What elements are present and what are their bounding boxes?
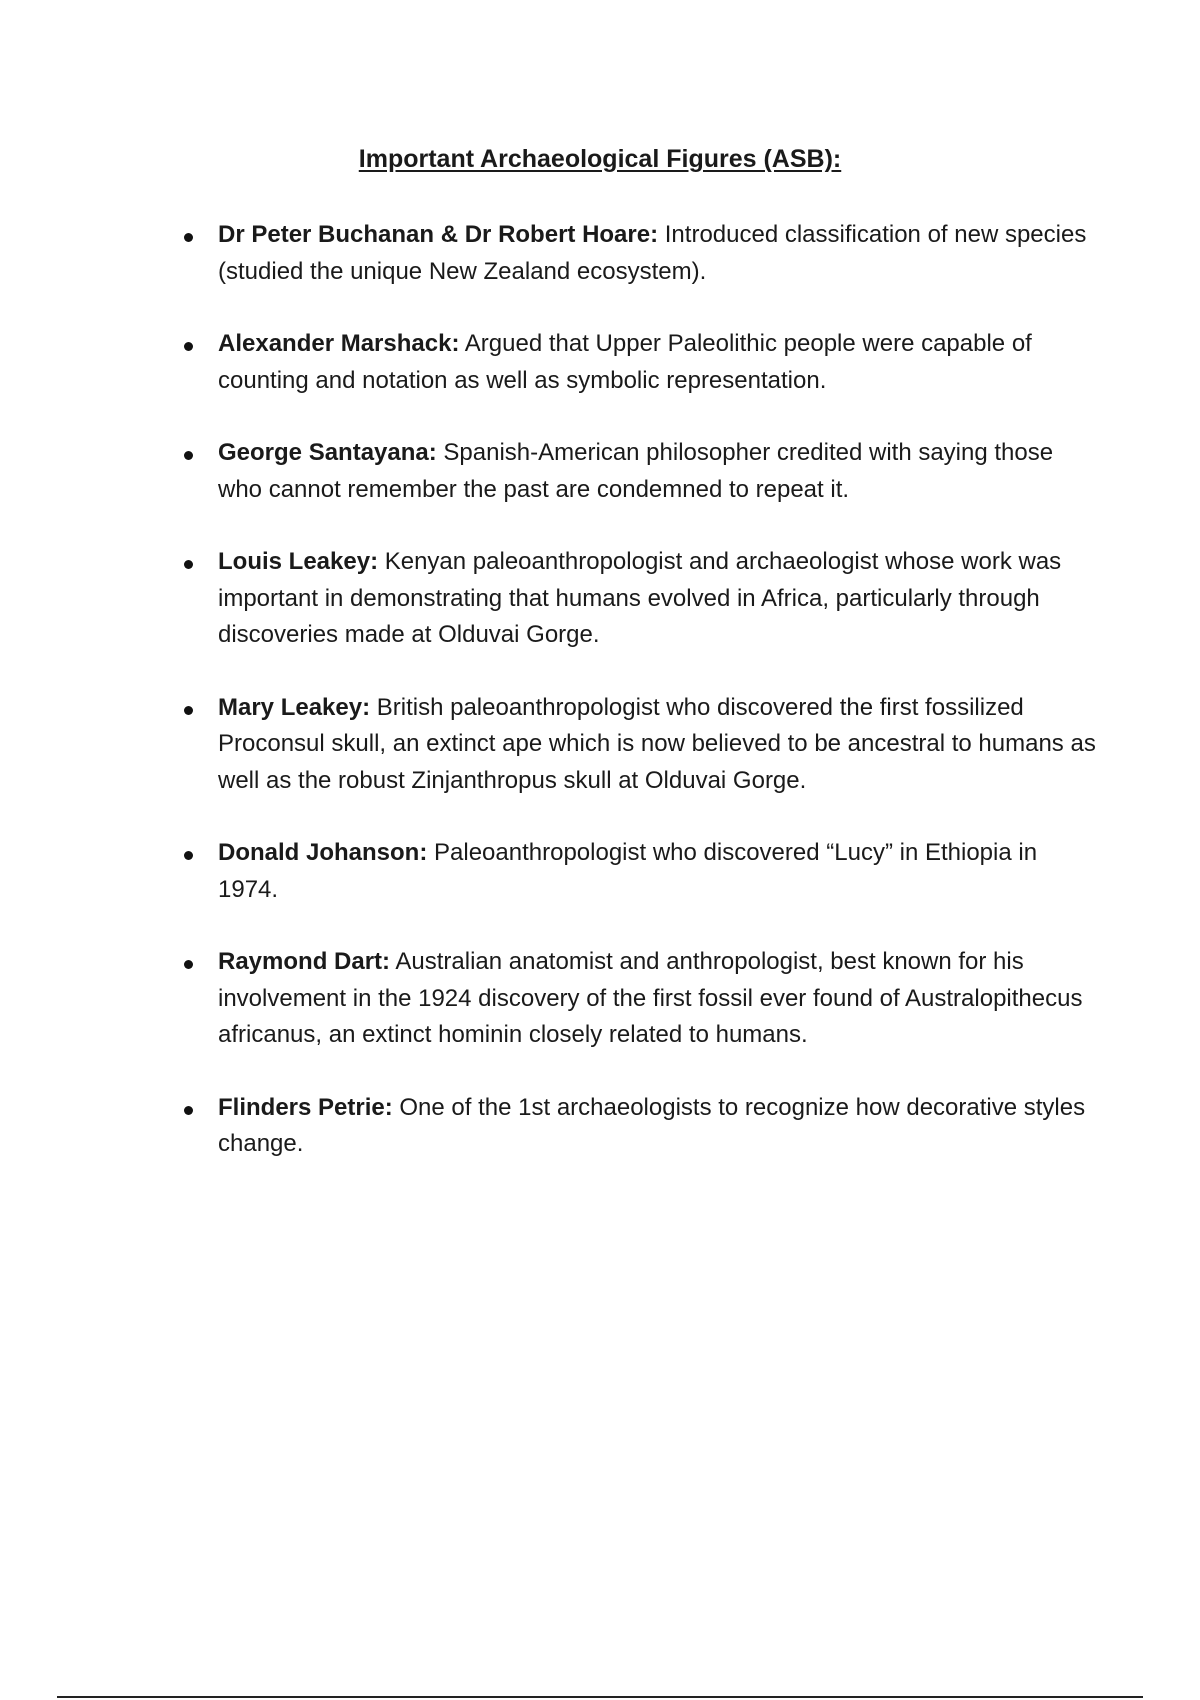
list-item-dart xyxy=(218,944,1098,1054)
figure-name: George Santayana: xyxy=(218,439,437,466)
figure-description: Argued that Upper Paleolithic people were capable of counting and notation as well as symbolic representation. xyxy=(218,330,1032,394)
figure-name: Donald Johanson: xyxy=(218,839,428,866)
figure-description: Kenyan paleoanthropologist and archaeologist whose work was important in demonstrating that humans evolved in Africa, particularly through discoveries made at Olduvai Gorge. xyxy=(218,548,1062,648)
bullet-icon xyxy=(184,342,193,351)
figure-description: One of the 1st archaeologists to recognize how decorative styles change. xyxy=(218,1093,1086,1157)
figure-name: Raymond Dart: xyxy=(218,948,391,975)
bullet-icon xyxy=(184,1106,193,1115)
list-item-santayana xyxy=(218,435,1098,508)
bullet-icon xyxy=(184,233,193,242)
figure-description: British paleoanthropologist who discovered the first fossilized Proconsul skull, an extinct ape which is now believed to be ancestral to humans as well as the robust Zinjanthropus skull at Olduvai Gorge. xyxy=(218,693,1096,794)
footer-divider xyxy=(57,1696,1143,1698)
page-title: Important Archaeological Figures (ASB): xyxy=(358,145,842,173)
list-item-johanson xyxy=(218,835,1098,908)
list-item-marshack xyxy=(218,326,1098,399)
list-item-petrie xyxy=(218,1090,1098,1163)
figures-list xyxy=(218,217,1098,1199)
figure-description: Introduced classification of new species (studied the unique New Zealand ecosystem). xyxy=(218,221,1087,285)
figure-name: Louis Leakey: xyxy=(218,548,379,575)
list-item-mary-leakey xyxy=(218,690,1098,800)
figure-description: Australian anatomist and anthropologist, best known for his involvement in the 1924 discovery of the first fossil ever found of Australopithecus africanus, an extinct hominin closely related to humans. xyxy=(218,948,1083,1048)
figure-name: Alexander Marshack: xyxy=(218,330,460,357)
figure-name: Dr Peter Buchanan & Dr Robert Hoare: xyxy=(218,221,659,248)
list-item-buchanan-hoare xyxy=(218,217,1098,290)
figure-name: Mary Leakey: xyxy=(218,693,371,721)
bullet-icon xyxy=(184,706,193,715)
list-item-louis-leakey xyxy=(218,544,1098,654)
bullet-icon xyxy=(184,451,193,460)
figure-description: Paleoanthropologist who discovered “Lucy” in Ethiopia in 1974. xyxy=(218,839,1038,903)
figure-description: Spanish-American philosopher credited with saying those who cannot remember the past are condemned to repeat it. xyxy=(218,439,1054,503)
bullet-icon xyxy=(184,960,193,969)
figure-name: Flinders Petrie: xyxy=(218,1093,393,1121)
bullet-icon xyxy=(184,851,193,860)
bullet-icon xyxy=(184,560,193,569)
